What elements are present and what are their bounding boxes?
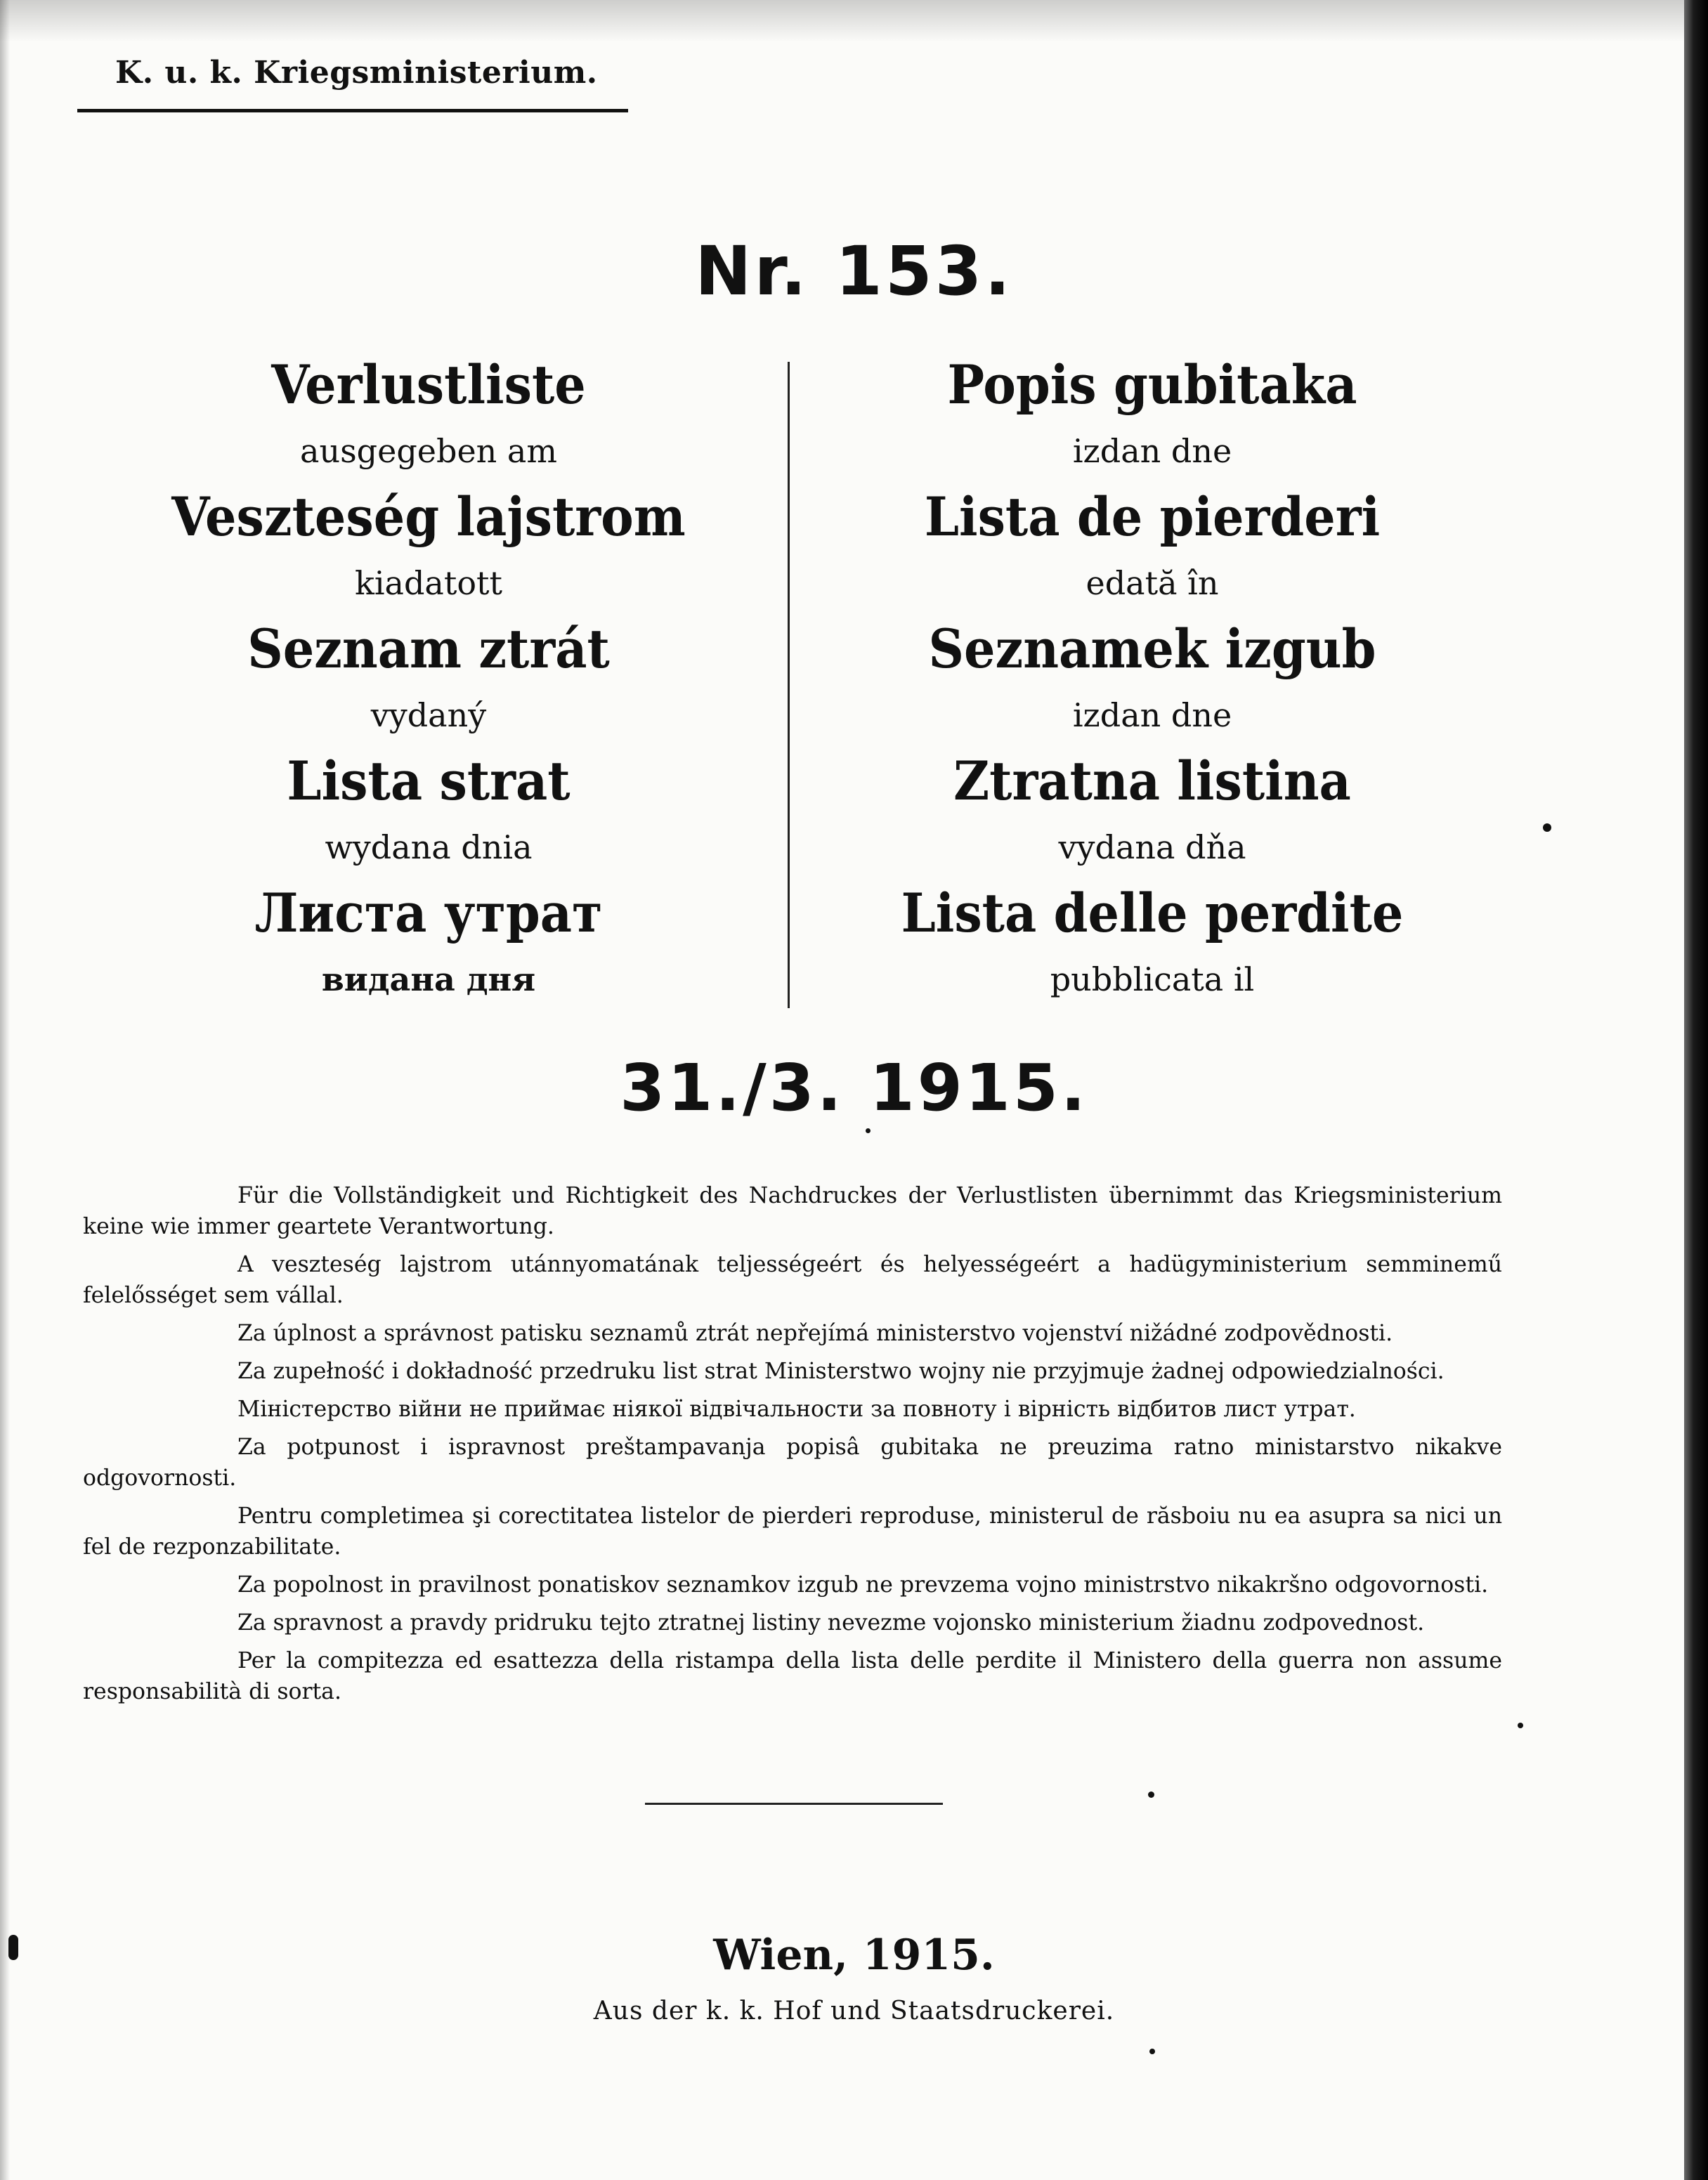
imprint-place: Wien, 1915. (713, 1931, 995, 1980)
subtitle-italian: pubblicata il (1050, 960, 1255, 998)
disclaimer-notices (83, 1180, 1502, 1714)
left-title-column (112, 351, 745, 1012)
imprint-printer: Aus der k. k. Hof und Staatsdruckerei. (593, 1997, 1115, 2025)
section-rule (645, 1803, 943, 1805)
subtitle-slovenian: izdan dne (1072, 696, 1232, 734)
notice-hungarian: A veszteség lajstrom utánnyomatának teljességeért és helyességeért a hadügyministerium semminemű felelősséget sem vállal. (83, 1252, 1502, 1308)
notice-german: Für die Vollständigkeit und Richtigkeit des Nachdruckes der Verlustlisten übernimmt das Kriegsministerium keine wie immer geartete Verantwortung. (83, 1183, 1502, 1239)
title-slovenian: Seznamek izgub (928, 618, 1376, 680)
subtitle-ukrainian: видана дня (321, 960, 536, 998)
scan-speck (1149, 2049, 1155, 2054)
title-polish: Lista strat (287, 750, 571, 812)
scan-speck (8, 1935, 18, 1960)
subtitle-polish: wydana dnia (325, 828, 533, 866)
subtitle-croatian: izdan dne (1072, 432, 1232, 470)
subtitle-romanian: edată în (1086, 564, 1219, 602)
notice-ukrainian: Міністерство війни не приймає ніякої відвічальности за повноту і вірність відбитов лист утрат. (237, 1397, 1356, 1422)
title-german: Verlustliste (271, 353, 586, 416)
notice-slovak: Za spravnost a pravdy pridruku tejto ztratnej listiny nevezme vojonsko ministerium žiadnu zodpovednost. (237, 1610, 1425, 1636)
subtitle-slovak: vydana dňa (1058, 828, 1246, 866)
scan-speck (1543, 823, 1551, 832)
right-title-column (836, 351, 1468, 1012)
title-italian: Lista delle perdite (901, 882, 1404, 944)
title-slovak: Ztratna listina (953, 750, 1351, 812)
notice-romanian: Pentru completimea şi corectitatea listelor de pierderi reproduse, ministerul de răsboiu nu ea asupra sa nici un fel de rezponzabilitate. (83, 1503, 1502, 1560)
title-croatian: Popis gubitaka (947, 353, 1357, 416)
header-underline (77, 109, 628, 112)
notice-polish: Za zupełność i dokładność przedruku list strat Ministerstwo wojny nie przyjmuje żadnej odpowiedzialności. (237, 1359, 1445, 1384)
column-divider (788, 362, 790, 1008)
scan-speck (866, 1128, 871, 1133)
subtitle-german: ausgegeben am (300, 432, 557, 470)
subtitle-czech: vydaný (370, 696, 487, 734)
list-number: Nr. 153. (695, 232, 1013, 311)
publication-date: 31./3. 1915. (620, 1050, 1088, 1125)
scan-speck (1148, 1791, 1154, 1798)
notice-croatian: Za potpunost i ispravnost preštampavanja popisâ gubitaka ne preuzima ratno ministarstvo nikakve odgovornosti. (83, 1435, 1502, 1491)
notice-slovenian: Za popolnost in pravilnost ponatiskov seznamkov izgub ne prevzema vojno ministrstvo nikakršno odgovornosti. (237, 1572, 1489, 1598)
title-ukrainian: Листа утрат (254, 882, 603, 944)
title-czech: Seznam ztrát (247, 618, 610, 680)
subtitle-hungarian: kiadatott (354, 564, 503, 602)
title-hungarian: Veszteség lajstrom (171, 485, 686, 548)
scan-edge-top (0, 0, 1708, 42)
notice-italian: Per la compitezza ed esattezza della ristampa della lista delle perdite il Ministero della guerra non assume responsabilità di sorta. (83, 1648, 1502, 1704)
scan-speck (1518, 1723, 1523, 1728)
notice-czech: Za úplnost a správnost patisku seznamů ztrát nepřejímá ministerstvo vojenství nižádné zodpovědnosti. (237, 1321, 1393, 1346)
ministry-header: K. u. k. Kriegsministerium. (115, 55, 598, 91)
title-romanian: Lista de pierderi (924, 485, 1381, 548)
